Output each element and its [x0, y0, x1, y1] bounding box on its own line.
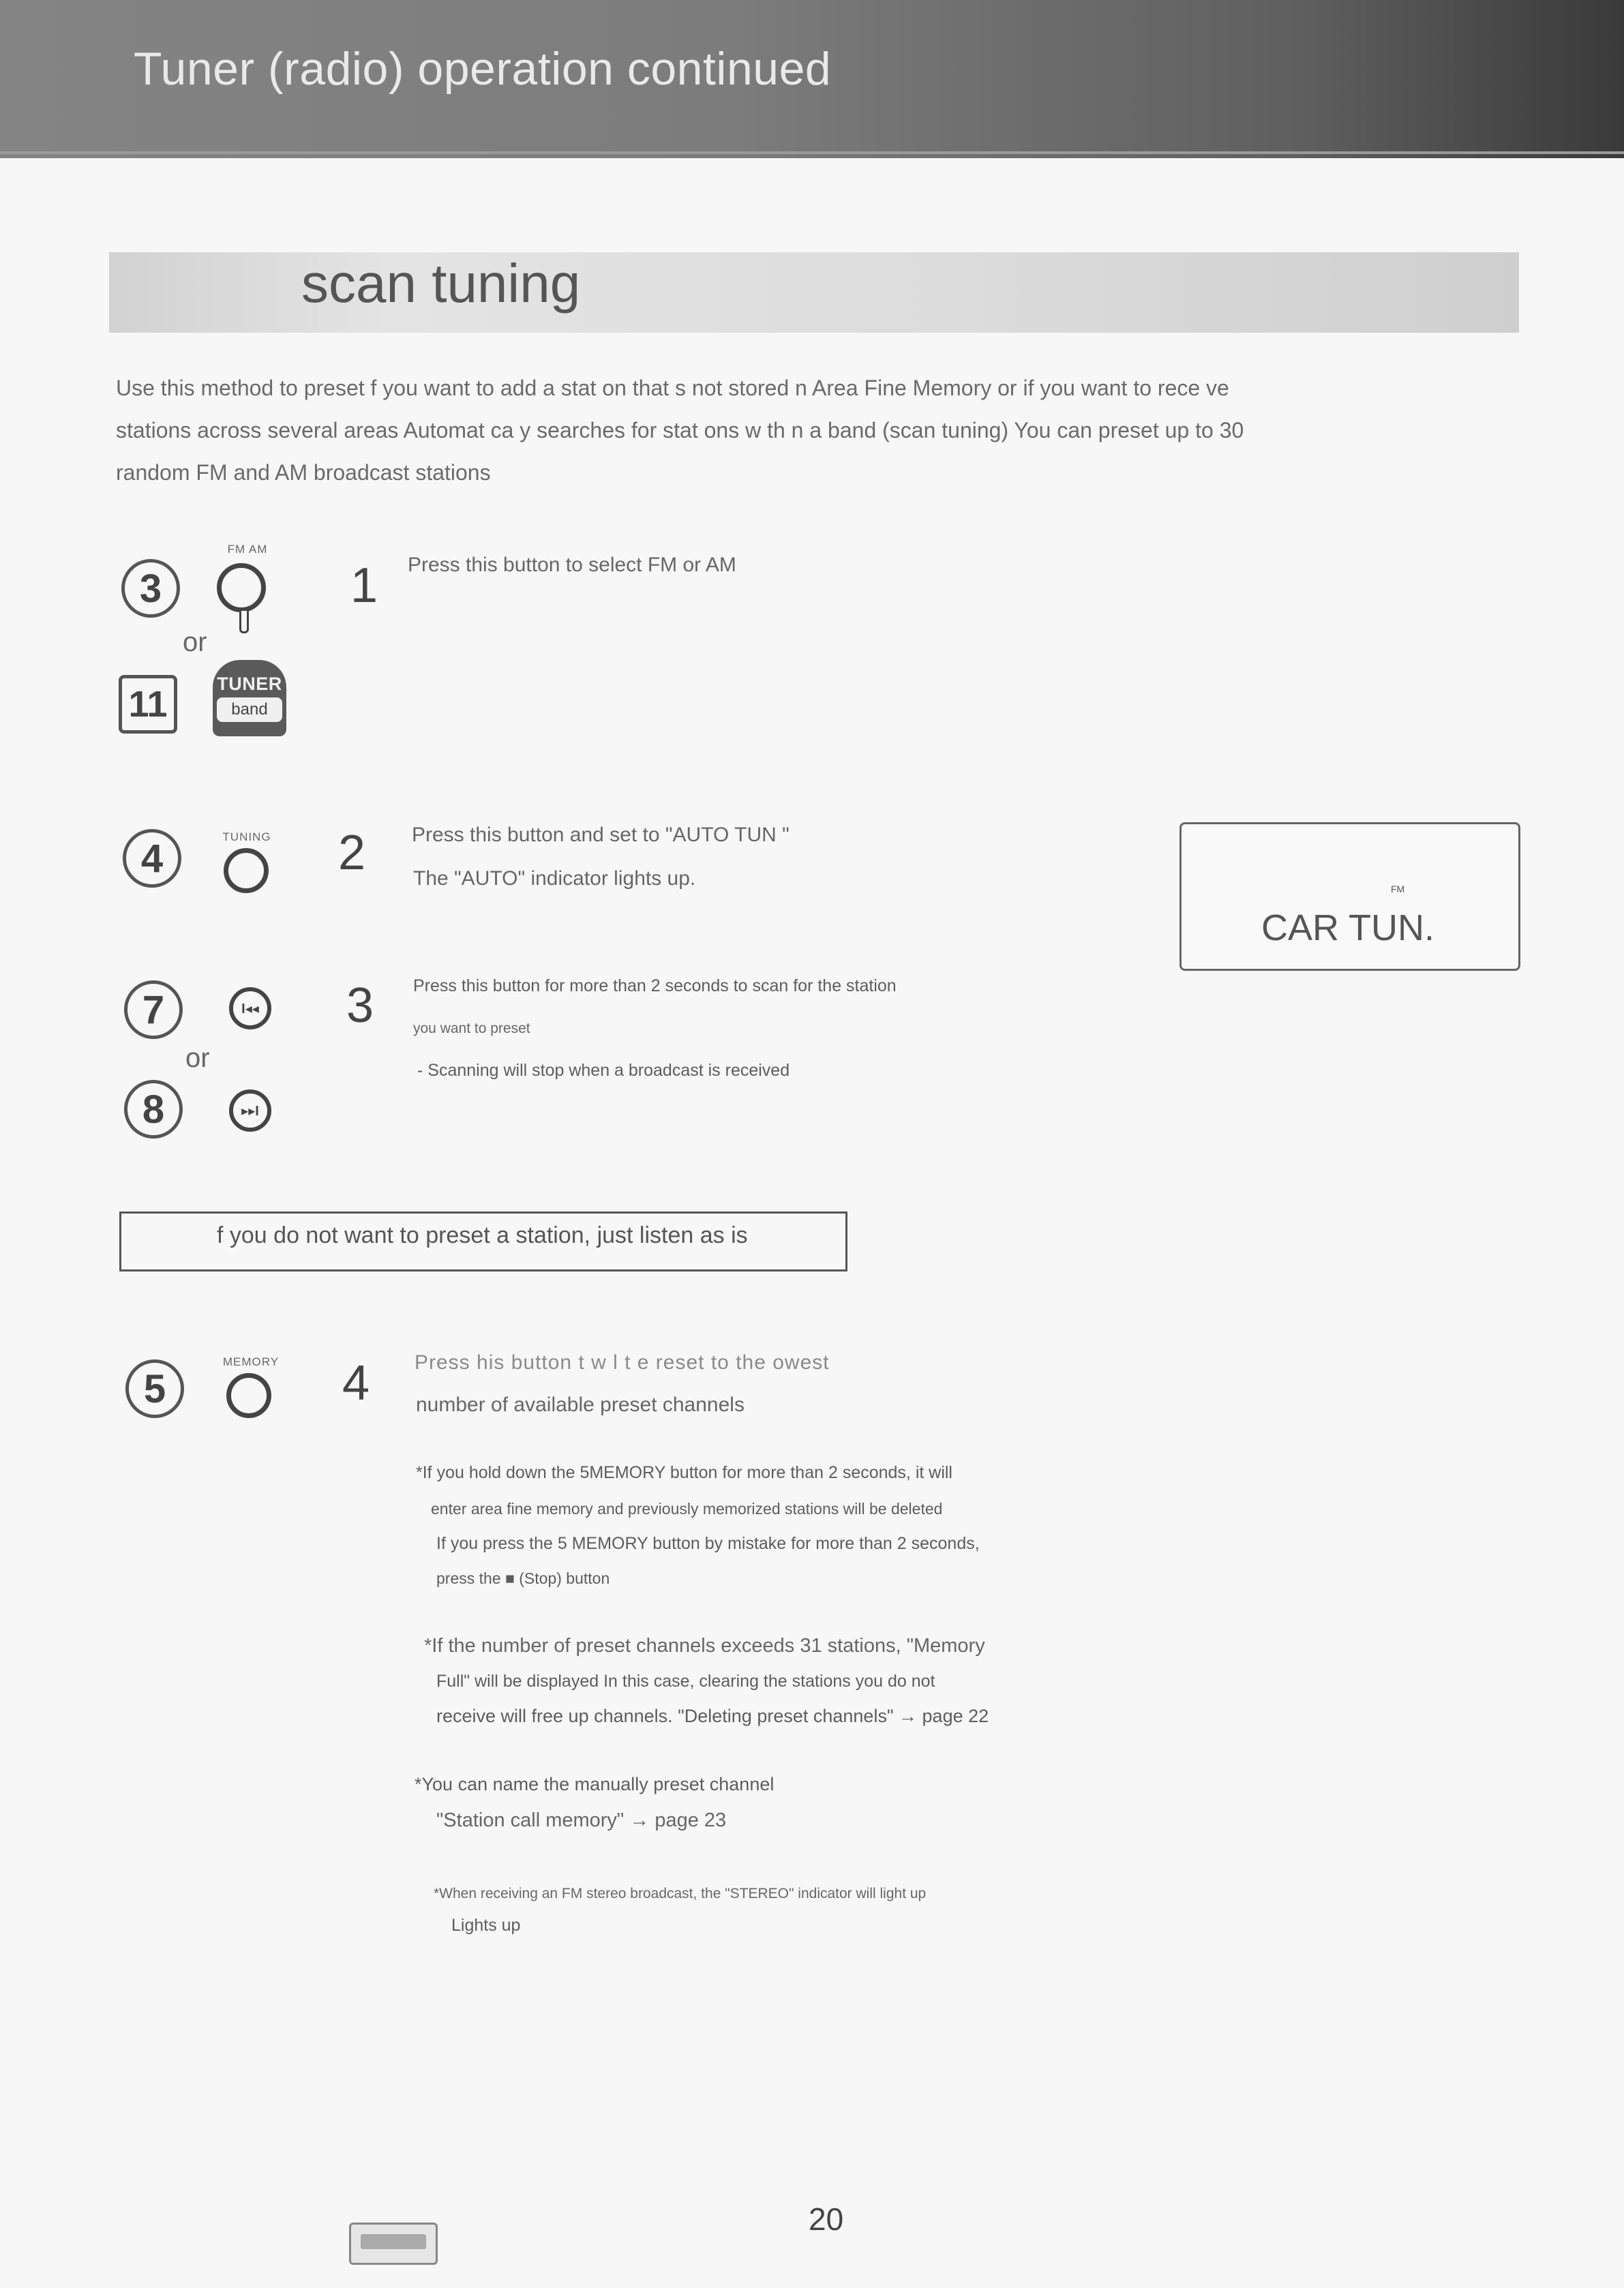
tuner-band-button-icon: [213, 660, 286, 736]
device-thumbnail-icon: [349, 2223, 438, 2265]
step-number-3: 3: [346, 978, 374, 1033]
knob-stem-icon: [239, 611, 249, 633]
step-number-4: 4: [342, 1356, 370, 1411]
page-header: [0, 0, 1624, 158]
step-3-note: - Scanning will stop when a broadcast is received: [417, 1061, 790, 1080]
band-label: band: [217, 697, 282, 722]
notice-text: f you do not want to preset a station, just listen as is: [217, 1222, 748, 1248]
step-4-text: Press his button t w l t e reset to the owest: [415, 1351, 830, 1374]
note-line: enter area fine memory and previously memorized stations will be deleted: [431, 1500, 943, 1518]
step-2-text: Press this button and set to "AUTO TUN ": [412, 824, 790, 846]
note-line: If you press the 5 MEMORY button by mistake for more than 2 seconds,: [436, 1534, 980, 1553]
or-label: or: [183, 627, 207, 657]
button-ref-11: 11: [119, 675, 177, 734]
page-number: 20: [809, 2201, 844, 2237]
note-line: receive will free up channels. "Deleting preset channels" → page 22: [436, 1706, 989, 1726]
note-line: "Station call memory" → page 23: [436, 1809, 727, 1831]
note-line: press the ■ (Stop) button: [436, 1569, 610, 1587]
button-ref-4: 4: [123, 829, 181, 888]
tuning-knob-icon: [224, 848, 269, 893]
step-1-text: Press this button to select FM or AM: [408, 554, 736, 576]
intro-line: stations across several areas Automat ca y searches for stat ons w th n a band (scan tuning) You can preset up to 30: [116, 418, 1244, 442]
intro-paragraph: [116, 367, 1425, 494]
button-ref-3: 3: [121, 559, 180, 618]
display-text: CAR TUN.: [1261, 907, 1435, 948]
memory-knob-icon: [226, 1373, 271, 1418]
button-ref-5: 5: [125, 1359, 184, 1418]
memory-label: MEMORY: [222, 1355, 280, 1368]
note-line: *If the number of preset channels exceeds 31 stations, "Memory: [424, 1635, 985, 1657]
header-divider: [0, 151, 1624, 154]
fm-am-knob-icon: [217, 563, 266, 612]
header-title: Tuner (radio) operation continued: [134, 43, 832, 95]
note-line: *You can name the manually preset channel: [415, 1774, 775, 1794]
note-line: Full" will be displayed In this case, clearing the stations you do not: [436, 1672, 935, 1691]
or-label: or: [185, 1043, 210, 1073]
tuner-label: TUNER: [217, 674, 282, 694]
fm-am-label: FM AM: [227, 543, 268, 556]
step-number-2: 2: [338, 826, 366, 880]
note-line: Lights up: [451, 1916, 521, 1935]
skip-forward-button-icon: ▸▸I: [229, 1089, 271, 1132]
button-ref-7: 7: [124, 980, 183, 1039]
skip-back-button-icon: I◂◂: [229, 987, 271, 1029]
note-line: *If you hold down the 5MEMORY button for more than 2 seconds, it will: [416, 1463, 952, 1482]
intro-line: random FM and AM broadcast stations: [116, 460, 491, 485]
step-4-subtext: number of available preset channels: [416, 1394, 745, 1416]
section-title: scan tuning: [301, 253, 581, 314]
intro-line: Use this method to preset f you want to add a stat on that s not stored n Area Fine Memory or if you want to rece ve: [116, 376, 1229, 400]
step-number-1: 1: [350, 558, 378, 613]
step-3-text: Press this button for more than 2 seconds to scan for the station: [413, 976, 897, 995]
note-line: *When receiving an FM stereo broadcast, the "STEREO" indicator will light up: [434, 1886, 927, 1901]
step-2-subtext: The "AUTO" indicator lights up.: [413, 867, 696, 890]
tuning-label: TUNING: [222, 830, 271, 843]
button-ref-8: 8: [124, 1080, 183, 1139]
fm-indicator: FM: [1391, 884, 1405, 894]
step-3-subtext: you want to preset: [413, 1021, 530, 1036]
